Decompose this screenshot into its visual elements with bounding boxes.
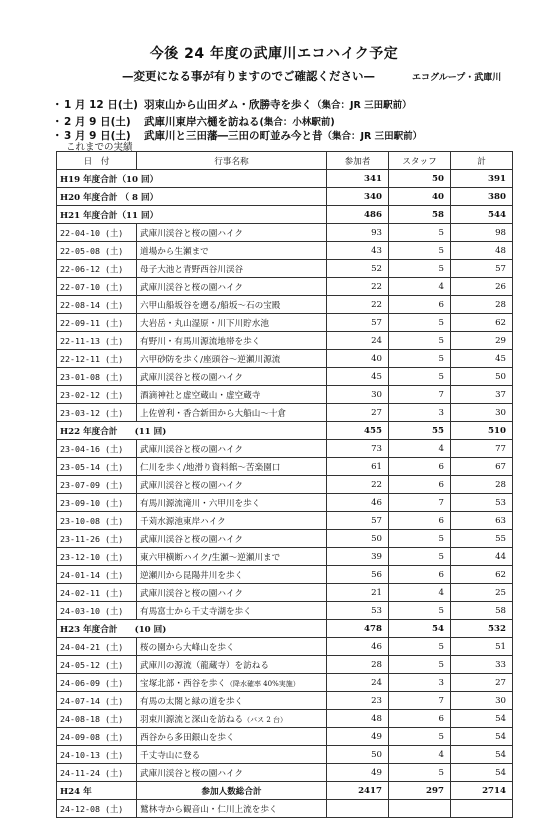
schedule-item — [52, 114, 335, 129]
participants-cell — [327, 800, 389, 818]
staff-cell: 5 — [389, 764, 451, 782]
event-name — [137, 368, 327, 386]
staff-cell: 4 — [389, 584, 451, 602]
event-date: 22-11-13 (土) — [57, 332, 137, 350]
subtotal-row — [57, 170, 513, 188]
total-cell: 27 — [451, 674, 513, 692]
event-name-text: 六甲山船坂谷を遡る/船坂～石の宝殿 — [140, 300, 281, 311]
staff-cell: 5 — [389, 530, 451, 548]
event-name — [137, 566, 327, 584]
subtotal-label: H21 年度合計（11 回） — [57, 206, 327, 224]
event-name — [137, 404, 327, 422]
event-name-text: 有馬川源流滝川・六甲川を歩く — [140, 498, 261, 509]
participants-cell: 22 — [327, 476, 389, 494]
event-name — [137, 350, 327, 368]
table-body — [57, 170, 513, 818]
subtotal-label: H23 年度合計 (10 回) — [57, 620, 327, 638]
event-name-text: 武庫川渓谷と桜の園ハイク — [140, 444, 243, 455]
table-row — [57, 530, 513, 548]
event-date: 23-09-10 (土) — [57, 494, 137, 512]
event-date: 23-04-16 (土) — [57, 440, 137, 458]
participants-cell: 22 — [327, 296, 389, 314]
subtitle: —変更になる事が有りますのでご確認ください— — [122, 69, 375, 83]
participants-cell: 455 — [327, 422, 389, 440]
table-row — [57, 584, 513, 602]
staff-cell: 5 — [389, 602, 451, 620]
table-row — [57, 548, 513, 566]
event-date: 22-04-10 (土) — [57, 224, 137, 242]
table-row — [57, 458, 513, 476]
group-name: エコグループ・武庫川 — [412, 73, 502, 83]
subtotal-label: H22 年度合計 (11 回) — [57, 422, 327, 440]
total-cell: 29 — [451, 332, 513, 350]
total-cell: 391 — [451, 170, 513, 188]
event-name-text: 武庫川の源流（龍蔵寺）を訪ねる — [140, 660, 269, 671]
table-row — [57, 710, 513, 728]
event-date: 24-11-24 (土) — [57, 764, 137, 782]
total-cell: 37 — [451, 386, 513, 404]
table-row — [57, 314, 513, 332]
event-name-text: 道場から生瀬まで — [140, 246, 209, 257]
participants-cell: 27 — [327, 404, 389, 422]
grand-total-row — [57, 782, 513, 800]
event-date: 24-05-12 (土) — [57, 656, 137, 674]
staff-cell: 297 — [389, 782, 451, 800]
total-cell: 58 — [451, 602, 513, 620]
table-row — [57, 296, 513, 314]
event-name — [137, 584, 327, 602]
staff-cell: 3 — [389, 674, 451, 692]
event-date: 22-07-10 (土) — [57, 278, 137, 296]
event-date: 23-03-12 (土) — [57, 404, 137, 422]
total-cell: 30 — [451, 404, 513, 422]
event-name — [137, 494, 327, 512]
staff-cell: 5 — [389, 314, 451, 332]
event-name-text: 羽束川源流と深山を訪ねる — [140, 714, 244, 725]
total-cell: 380 — [451, 188, 513, 206]
staff-cell: 5 — [389, 728, 451, 746]
total-cell: 544 — [451, 206, 513, 224]
grand-total-year: H24 年 — [57, 782, 137, 800]
table-row — [57, 512, 513, 530]
event-date: 23-02-12 (土) — [57, 386, 137, 404]
schedule-text: 武庫川東岸六樋を訪ねる — [144, 116, 260, 128]
schedule-text: 武庫川と三田藩―三田の町並み今と昔 — [144, 130, 323, 142]
event-date: 23-01-08 (土) — [57, 368, 137, 386]
table-row — [57, 638, 513, 656]
subtotal-row — [57, 188, 513, 206]
header-event: 行事名称 — [137, 152, 327, 170]
event-name — [137, 332, 327, 350]
total-cell: 54 — [451, 746, 513, 764]
event-date: 22-08-14 (土) — [57, 296, 137, 314]
event-name — [137, 710, 327, 728]
event-date: 23-05-14 (土) — [57, 458, 137, 476]
participants-cell: 40 — [327, 350, 389, 368]
subtotal-label: H19 年度合計（10 回） — [57, 170, 327, 188]
total-cell: 62 — [451, 314, 513, 332]
staff-cell: 7 — [389, 386, 451, 404]
event-date: 24-02-11 (土) — [57, 584, 137, 602]
event-name-text: 武庫川渓谷と桜の園ハイク — [140, 372, 243, 383]
participants-cell: 340 — [327, 188, 389, 206]
staff-cell: 4 — [389, 440, 451, 458]
header-date: 日 付 — [57, 152, 137, 170]
event-date: 24-03-10 (土) — [57, 602, 137, 620]
event-date: 22-06-12 (土) — [57, 260, 137, 278]
event-name-text: 武庫川渓谷と桜の園ハイク — [140, 282, 243, 293]
staff-cell: 5 — [389, 350, 451, 368]
table-row — [57, 674, 513, 692]
event-name-text: 東六甲横断ハイク/生瀬～逆瀬川まで — [140, 552, 281, 563]
event-name-text: 鷲林寺から観音山・仁川上流を歩く — [140, 804, 278, 815]
total-cell: 26 — [451, 278, 513, 296]
table-row — [57, 728, 513, 746]
event-name — [137, 656, 327, 674]
total-cell — [451, 800, 513, 818]
participants-cell: 61 — [327, 458, 389, 476]
total-cell: 54 — [451, 764, 513, 782]
participants-cell: 93 — [327, 224, 389, 242]
subtotal-row — [57, 206, 513, 224]
table-row — [57, 386, 513, 404]
staff-cell: 6 — [389, 296, 451, 314]
participants-cell: 341 — [327, 170, 389, 188]
schedule-meeting-point: （集合：JR 三田駅前） — [312, 100, 412, 111]
event-note: （降水確率 40%実施） — [225, 679, 300, 688]
event-name — [137, 296, 327, 314]
event-date: 24-06-09 (土) — [57, 674, 137, 692]
participants-cell: 22 — [327, 278, 389, 296]
event-note: （バス 2 台） — [243, 715, 288, 724]
table-row — [57, 494, 513, 512]
total-cell: 67 — [451, 458, 513, 476]
event-name — [137, 800, 327, 818]
event-name-text: 桜の園から大峰山を歩く — [140, 642, 235, 653]
participants-cell: 23 — [327, 692, 389, 710]
participants-cell: 53 — [327, 602, 389, 620]
participants-cell: 50 — [327, 746, 389, 764]
schedule-date: 3 月 9 日(土) — [64, 130, 131, 142]
table-header-row — [57, 152, 513, 170]
total-cell: 57 — [451, 260, 513, 278]
participants-cell: 49 — [327, 728, 389, 746]
event-name — [137, 692, 327, 710]
participants-cell: 57 — [327, 512, 389, 530]
staff-cell: 55 — [389, 422, 451, 440]
staff-cell: 54 — [389, 620, 451, 638]
table-row — [57, 224, 513, 242]
event-name — [137, 548, 327, 566]
participants-cell: 56 — [327, 566, 389, 584]
participants-cell: 486 — [327, 206, 389, 224]
event-name — [137, 458, 327, 476]
event-date: 22-12-11 (土) — [57, 350, 137, 368]
staff-cell: 5 — [389, 260, 451, 278]
participants-cell: 57 — [327, 314, 389, 332]
event-date: 22-09-11 (土) — [57, 314, 137, 332]
staff-cell: 40 — [389, 188, 451, 206]
event-name-text: 六甲砂防を歩く/座頭谷～逆瀬川源流 — [140, 354, 281, 365]
table-row — [57, 746, 513, 764]
staff-cell: 50 — [389, 170, 451, 188]
total-cell: 532 — [451, 620, 513, 638]
table-row — [57, 656, 513, 674]
event-name-text: 千苅水源池東岸ハイク — [140, 516, 226, 527]
participants-cell: 24 — [327, 332, 389, 350]
total-cell: 98 — [451, 224, 513, 242]
event-name-text: 武庫川渓谷と桜の園ハイク — [140, 228, 243, 239]
staff-cell: 6 — [389, 710, 451, 728]
total-cell: 63 — [451, 512, 513, 530]
event-name — [137, 386, 327, 404]
event-date: 24-07-14 (土) — [57, 692, 137, 710]
event-name-text: 大岩岳・丸山湿原・川下川貯水池 — [140, 318, 269, 329]
participants-cell: 478 — [327, 620, 389, 638]
participants-cell: 21 — [327, 584, 389, 602]
event-name — [137, 242, 327, 260]
event-name-text: 武庫川渓谷と桜の園ハイク — [140, 534, 243, 545]
event-name — [137, 674, 327, 692]
participants-cell: 28 — [327, 656, 389, 674]
total-cell: 44 — [451, 548, 513, 566]
event-name — [137, 638, 327, 656]
total-cell: 54 — [451, 728, 513, 746]
participants-cell: 2417 — [327, 782, 389, 800]
header-participants: 参加者 — [327, 152, 389, 170]
table-row — [57, 350, 513, 368]
event-name-text: 仁川を歩く/地滑り資料館～苦楽園口 — [140, 462, 281, 473]
table-row — [57, 332, 513, 350]
schedule-meeting-point: (集合：小林駅前) — [259, 117, 335, 128]
event-name-text: 千丈寺山に登る — [140, 750, 201, 761]
event-name-text: 有馬の太閤と緑の道を歩く — [140, 696, 244, 707]
event-name — [137, 512, 327, 530]
total-cell: 50 — [451, 368, 513, 386]
event-date: 24-10-13 (土) — [57, 746, 137, 764]
staff-cell: 4 — [389, 278, 451, 296]
table-row — [57, 440, 513, 458]
event-name — [137, 728, 327, 746]
total-cell: 28 — [451, 476, 513, 494]
table-row — [57, 602, 513, 620]
total-cell: 51 — [451, 638, 513, 656]
participants-cell: 24 — [327, 674, 389, 692]
total-cell: 53 — [451, 494, 513, 512]
event-date: 24-09-08 (土) — [57, 728, 137, 746]
total-cell: 30 — [451, 692, 513, 710]
staff-cell: 6 — [389, 512, 451, 530]
event-name-text: 有野川・有馬川源流地帯を歩く — [140, 336, 261, 347]
participants-cell: 52 — [327, 260, 389, 278]
staff-cell: 7 — [389, 692, 451, 710]
participants-cell: 46 — [327, 494, 389, 512]
bullet-icon: ・ — [52, 130, 63, 142]
total-cell: 62 — [451, 566, 513, 584]
event-name-text: 有馬富士から千丈寺湖を歩く — [140, 606, 252, 617]
table-row — [57, 404, 513, 422]
event-name — [137, 440, 327, 458]
event-name — [137, 764, 327, 782]
participants-cell: 50 — [327, 530, 389, 548]
event-name — [137, 476, 327, 494]
total-cell: 77 — [451, 440, 513, 458]
grand-total-label: 参加人数総合計 — [137, 782, 327, 800]
subtotal-row — [57, 620, 513, 638]
page-title: 今後 24 年度の武庫川エコハイク予定 — [149, 46, 399, 62]
event-date: 23-12-10 (土) — [57, 548, 137, 566]
schedule-text: 羽束山から山田ダム・欣勝寺を歩く — [144, 99, 312, 111]
event-date: 24-01-14 (土) — [57, 566, 137, 584]
event-date: 23-07-09 (土) — [57, 476, 137, 494]
total-cell: 33 — [451, 656, 513, 674]
total-cell: 2714 — [451, 782, 513, 800]
bullet-icon: ・ — [52, 99, 63, 111]
staff-cell — [389, 800, 451, 818]
staff-cell: 5 — [389, 224, 451, 242]
event-date: 24-08-18 (土) — [57, 710, 137, 728]
participants-cell: 30 — [327, 386, 389, 404]
total-cell: 54 — [451, 710, 513, 728]
total-cell: 48 — [451, 242, 513, 260]
event-name-text: 西谷から多田銀山を歩く — [140, 732, 235, 743]
table-row — [57, 278, 513, 296]
staff-cell: 5 — [389, 548, 451, 566]
event-date: 24-12-08 (土) — [57, 800, 137, 818]
participants-cell: 48 — [327, 710, 389, 728]
total-cell: 28 — [451, 296, 513, 314]
table-row — [57, 476, 513, 494]
header-staff: スタッフ — [389, 152, 451, 170]
schedule-date: 1 月 12 日(土) — [64, 99, 138, 111]
schedule-meeting-point: （集合：JR 三田駅前） — [322, 131, 423, 142]
event-name — [137, 278, 327, 296]
schedule-date: 2 月 9 日(土) — [64, 116, 131, 128]
event-name-text: 逆瀬川から昆陽井川を歩く — [140, 570, 244, 581]
total-cell: 55 — [451, 530, 513, 548]
bullet-icon: ・ — [52, 116, 63, 128]
participants-cell: 39 — [327, 548, 389, 566]
event-name — [137, 602, 327, 620]
event-date: 23-10-08 (土) — [57, 512, 137, 530]
event-name-text: 武庫川渓谷と桜の園ハイク — [140, 588, 243, 599]
schedule-item — [52, 97, 412, 112]
event-name-text: 酒滴神社と虚空蔵山・虚空蔵寺 — [140, 390, 261, 401]
section-label: これまでの実績 — [66, 142, 133, 153]
event-name-text: 武庫川渓谷と桜の園ハイク — [140, 480, 243, 491]
participants-cell: 46 — [327, 638, 389, 656]
table-row — [57, 242, 513, 260]
staff-cell: 6 — [389, 458, 451, 476]
subtotal-label: H20 年度合計 （ 8 回） — [57, 188, 327, 206]
staff-cell: 5 — [389, 368, 451, 386]
event-name-text: 母子大池と青野西谷川渓谷 — [140, 264, 244, 275]
staff-cell: 4 — [389, 746, 451, 764]
table-row — [57, 800, 513, 818]
table-row — [57, 764, 513, 782]
header-total: 計 — [451, 152, 513, 170]
table-row — [57, 566, 513, 584]
subtotal-row — [57, 422, 513, 440]
staff-cell: 7 — [389, 494, 451, 512]
event-name — [137, 260, 327, 278]
staff-cell: 5 — [389, 638, 451, 656]
event-name — [137, 314, 327, 332]
participants-cell: 45 — [327, 368, 389, 386]
event-name-text: 宝塚北部・西谷を歩く — [140, 678, 226, 689]
event-name — [137, 746, 327, 764]
table-row — [57, 260, 513, 278]
staff-cell: 5 — [389, 242, 451, 260]
event-date: 22-05-08 (土) — [57, 242, 137, 260]
results-table — [56, 151, 513, 818]
event-name-text: 上佐曽利・香合新田から大船山～十倉 — [140, 408, 287, 419]
staff-cell: 3 — [389, 404, 451, 422]
total-cell: 45 — [451, 350, 513, 368]
total-cell: 510 — [451, 422, 513, 440]
event-name — [137, 224, 327, 242]
event-date: 23-11-26 (土) — [57, 530, 137, 548]
staff-cell: 58 — [389, 206, 451, 224]
total-cell: 25 — [451, 584, 513, 602]
event-name-text: 武庫川渓谷と桜の園ハイク — [140, 768, 243, 779]
participants-cell: 43 — [327, 242, 389, 260]
participants-cell: 49 — [327, 764, 389, 782]
event-date: 24-04-21 (土) — [57, 638, 137, 656]
event-name — [137, 530, 327, 548]
table-row — [57, 368, 513, 386]
staff-cell: 6 — [389, 566, 451, 584]
staff-cell: 6 — [389, 476, 451, 494]
staff-cell: 5 — [389, 656, 451, 674]
table-row — [57, 692, 513, 710]
staff-cell: 5 — [389, 332, 451, 350]
participants-cell: 73 — [327, 440, 389, 458]
